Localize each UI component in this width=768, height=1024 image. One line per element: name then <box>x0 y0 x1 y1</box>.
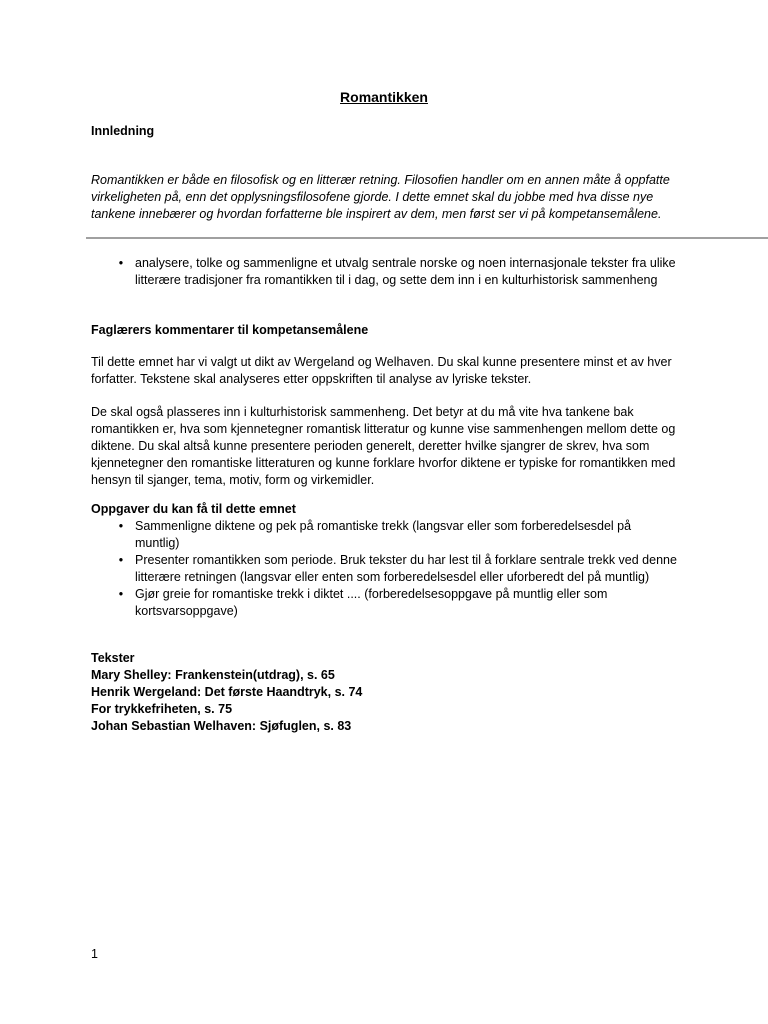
task-item-text: Presenter romantikken som periode. Bruk tekster du har lest til å forklare sentrale trekk ved denne litterære retningen (langsvar eller enten som forberedelsesdel eller uforberedt del på muntlig) <box>135 553 677 584</box>
text-reference: Henrik Wergeland: Det første Haandtryk, s. 74 <box>91 685 363 699</box>
text-reference: Mary Shelley: Frankenstein(utdrag), s. 65 <box>91 668 335 682</box>
bullet-icon: • <box>118 553 124 567</box>
competence-goal-item <box>113 255 678 289</box>
competence-goal-item-text: analysere, tolke og sammenligne et utvalg sentrale norske og noen internasjonale tekster fra ulike litterære tradisjoner fra romantikken til i dag, og sette dem inn i en kulturhistorisk sammenheng <box>135 256 676 287</box>
texts-list <box>91 667 681 735</box>
texts-heading: Tekster <box>91 651 135 665</box>
task-item-text: Sammenligne diktene og pek på romantiske trekk (langsvar eller som forberedelsesdel på muntlig) <box>135 519 632 550</box>
text-reference: Johan Sebastian Welhaven: Sjøfuglen, s. 83 <box>91 719 352 733</box>
section-divider <box>86 237 768 239</box>
tasks-heading: Oppgaver du kan få til dette emnet <box>91 502 296 516</box>
page-title: Romantikken <box>340 89 428 105</box>
task-item <box>113 518 678 552</box>
comments-paragraph-2: De skal også plasseres inn i kulturhistorisk sammenheng. Det betyr at du må vite hva tankene bak romantikken er, hva som kjennetegner romantisk litteratur og kunne vise sammenhengen mellom dette og diktene. Du skal altså kunne presentere perioden generelt, deretter hvilke sjangrer de skrev, hva som kjennetegner den romantiske litteraturen og kunne forklare hvorfor diktene er typiske for romantikken med hensyn til sjanger, tema, motiv, form og virkemidler. <box>91 405 676 487</box>
intro-text: Romantikken er både en filosofisk og en litterær retning. Filosofien handler om en annen måte å oppfatte virkeligheten på, enn det opplysningsfilosofene gjorde. I dette emnet skal du jobbe med hva disse nye tankene innebærer og hvordan forfatterne ble inspirert av dem, men først ser vi på kompetansemålene. <box>91 173 670 221</box>
text-reference: For trykkefriheten, s. 75 <box>91 702 233 716</box>
intro-heading: Innledning <box>91 124 155 138</box>
task-item <box>113 586 678 620</box>
comments-heading: Faglærers kommentarer til kompetansemålene <box>91 323 369 337</box>
page-number: 1 <box>91 947 98 961</box>
tasks-list <box>113 518 678 620</box>
task-item-text: Gjør greie for romantiske trekk i diktet .... (forberedelsesoppgave på muntlig eller som kortsvarsoppgave) <box>135 587 608 618</box>
bullet-icon: • <box>118 256 124 270</box>
competence-goals-list <box>113 255 678 289</box>
task-item <box>113 552 678 586</box>
bullet-icon: • <box>118 519 124 533</box>
bullet-icon: • <box>118 587 124 601</box>
comments-paragraph-1: Til dette emnet har vi valgt ut dikt av Wergeland og Welhaven. Du skal kunne presentere minst et av hver forfatter. Tekstene skal analyseres etter oppskriften til analyse av lyriske tekster. <box>91 355 672 386</box>
